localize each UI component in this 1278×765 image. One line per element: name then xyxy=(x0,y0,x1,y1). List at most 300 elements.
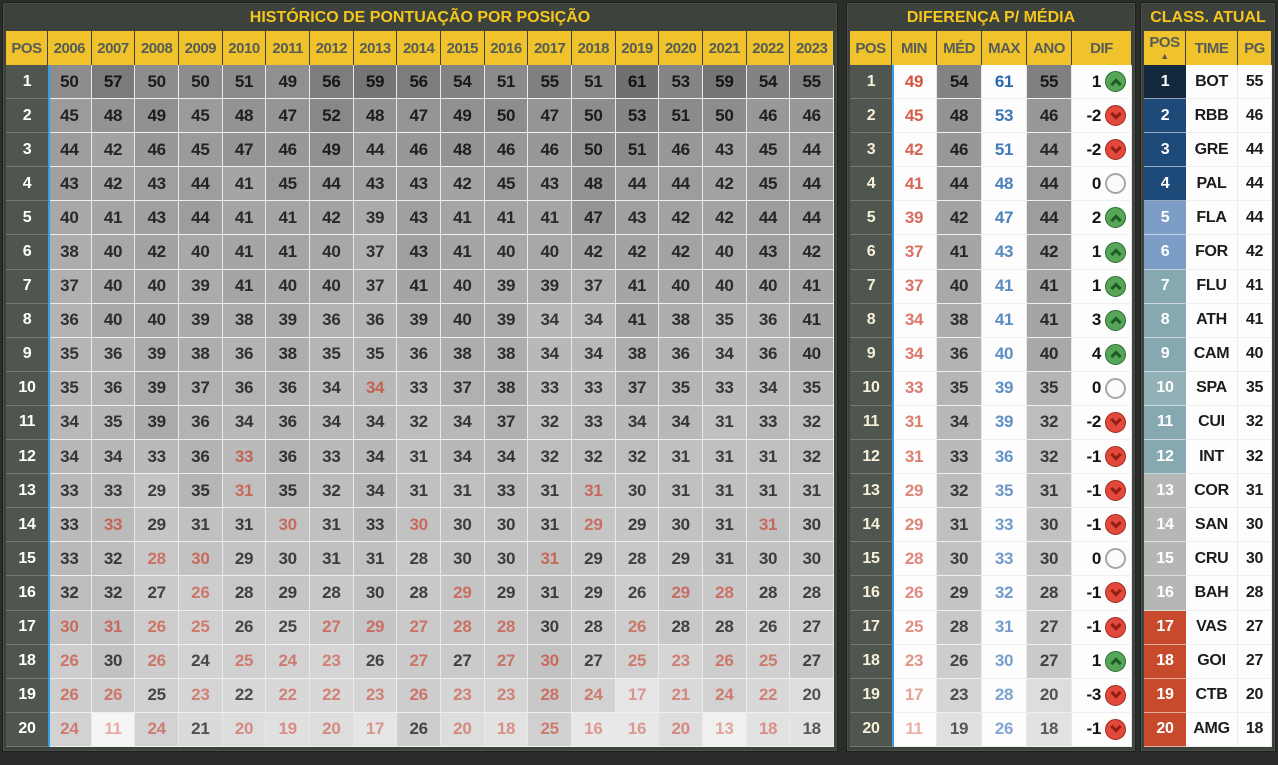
score-cell: 43 xyxy=(397,167,441,201)
score-cell: 37 xyxy=(485,406,529,440)
score-cell: 32 xyxy=(528,406,572,440)
score-cell: 28 xyxy=(572,611,616,645)
med-cell: 26 xyxy=(937,645,982,679)
max-cell: 48 xyxy=(982,167,1027,201)
score-cell: 37 xyxy=(616,372,660,406)
pos-cell: 19 xyxy=(1144,679,1186,713)
score-cell: 41 xyxy=(616,304,660,338)
score-cell: 45 xyxy=(485,167,529,201)
pos-cell: 19 xyxy=(850,679,892,713)
year-header-2019: 2019 xyxy=(616,31,660,65)
pos-cell: 5 xyxy=(850,201,892,235)
trend-down-icon xyxy=(1105,685,1126,706)
score-cell: 16 xyxy=(572,713,616,747)
med-cell: 29 xyxy=(937,576,982,610)
score-cell: 39 xyxy=(397,304,441,338)
score-cell: 26 xyxy=(92,679,136,713)
score-cell: 25 xyxy=(616,645,660,679)
score-cell: 46 xyxy=(747,99,791,133)
score-cell: 44 xyxy=(179,167,223,201)
score-cell: 38 xyxy=(48,235,92,269)
score-cell: 17 xyxy=(354,713,398,747)
pos-cell: 3 xyxy=(1144,133,1186,167)
col-header-min: MIN xyxy=(892,31,937,65)
trend-down-icon xyxy=(1105,412,1126,433)
dif-value: 1 xyxy=(1091,276,1101,296)
score-cell: 28 xyxy=(616,542,660,576)
score-cell: 54 xyxy=(747,65,791,99)
score-cell: 34 xyxy=(616,406,660,440)
score-cell: 29 xyxy=(572,542,616,576)
score-cell: 31 xyxy=(528,508,572,542)
pos-cell: 9 xyxy=(1144,338,1186,372)
trend-up-icon xyxy=(1105,71,1126,92)
dif-cell xyxy=(1072,508,1132,542)
team-cell: GOI xyxy=(1186,645,1238,679)
score-cell: 22 xyxy=(747,679,791,713)
dif-cell xyxy=(1072,542,1132,576)
min-cell: 26 xyxy=(892,576,937,610)
dif-cell xyxy=(1072,406,1132,440)
pos-cell: 3 xyxy=(850,133,892,167)
score-cell: 23 xyxy=(354,679,398,713)
min-cell: 41 xyxy=(892,167,937,201)
sort-header-time[interactable] xyxy=(1186,31,1238,65)
dif-value: -1 xyxy=(1086,617,1101,637)
team-cell: INT xyxy=(1186,440,1238,474)
ano-cell: 20 xyxy=(1027,679,1072,713)
dif-value: 4 xyxy=(1091,344,1101,364)
score-cell: 40 xyxy=(135,304,179,338)
pos-cell: 20 xyxy=(6,713,48,747)
score-cell: 47 xyxy=(528,99,572,133)
pos-cell: 11 xyxy=(6,406,48,440)
dif-cell xyxy=(1072,338,1132,372)
team-cell: SAN xyxy=(1186,508,1238,542)
score-cell: 45 xyxy=(48,99,92,133)
max-cell: 51 xyxy=(982,133,1027,167)
score-cell: 40 xyxy=(703,270,747,304)
score-cell: 28 xyxy=(135,542,179,576)
year-header-2017: 2017 xyxy=(528,31,572,65)
score-cell: 28 xyxy=(703,611,747,645)
score-cell: 39 xyxy=(135,406,179,440)
score-cell: 51 xyxy=(572,65,616,99)
score-cell: 50 xyxy=(572,133,616,167)
dif-cell xyxy=(1072,645,1132,679)
dif-value: 0 xyxy=(1091,548,1101,568)
standings-row xyxy=(1144,338,1272,372)
points-cell: 44 xyxy=(1238,133,1272,167)
score-cell: 43 xyxy=(354,167,398,201)
pos-cell: 6 xyxy=(1144,235,1186,269)
score-cell: 26 xyxy=(747,611,791,645)
score-cell: 24 xyxy=(266,645,310,679)
score-cell: 26 xyxy=(616,611,660,645)
score-cell: 27 xyxy=(310,611,354,645)
diff-table-header xyxy=(850,31,1132,65)
score-cell: 32 xyxy=(790,440,834,474)
score-cell: 17 xyxy=(616,679,660,713)
max-cell: 39 xyxy=(982,372,1027,406)
score-cell: 27 xyxy=(397,611,441,645)
diff-table xyxy=(846,2,1136,752)
score-cell: 34 xyxy=(572,338,616,372)
pos-cell: 18 xyxy=(850,645,892,679)
trend-down-icon xyxy=(1105,617,1126,638)
score-cell: 31 xyxy=(223,508,267,542)
score-cell: 30 xyxy=(48,611,92,645)
pos-cell: 1 xyxy=(1144,65,1186,99)
score-cell: 41 xyxy=(485,201,529,235)
pos-cell: 7 xyxy=(1144,270,1186,304)
min-cell: 31 xyxy=(892,440,937,474)
sort-header-pos[interactable] xyxy=(1144,31,1186,65)
dif-value: -1 xyxy=(1086,480,1101,500)
points-cell: 40 xyxy=(1238,338,1272,372)
score-cell: 43 xyxy=(135,167,179,201)
pos-cell: 4 xyxy=(850,167,892,201)
score-cell: 41 xyxy=(441,201,485,235)
score-cell: 39 xyxy=(485,270,529,304)
max-cell: 32 xyxy=(982,576,1027,610)
team-cell: FLA xyxy=(1186,201,1238,235)
team-cell: CRU xyxy=(1186,542,1238,576)
score-cell: 30 xyxy=(485,508,529,542)
score-cell: 29 xyxy=(485,576,529,610)
score-cell: 11 xyxy=(92,713,136,747)
max-cell: 31 xyxy=(982,611,1027,645)
points-cell: 32 xyxy=(1238,406,1272,440)
score-cell: 25 xyxy=(528,713,572,747)
score-cell: 51 xyxy=(616,133,660,167)
score-cell: 27 xyxy=(790,611,834,645)
freeze-pane-line xyxy=(48,65,50,747)
score-cell: 34 xyxy=(354,440,398,474)
score-cell: 26 xyxy=(397,713,441,747)
min-cell: 49 xyxy=(892,65,937,99)
score-cell: 29 xyxy=(659,542,703,576)
pos-cell: 4 xyxy=(1144,167,1186,201)
score-cell: 37 xyxy=(179,372,223,406)
pos-column-header: POS xyxy=(6,31,48,65)
dif-cell xyxy=(1072,679,1132,713)
team-cell: PAL xyxy=(1186,167,1238,201)
score-cell: 33 xyxy=(223,440,267,474)
score-cell: 13 xyxy=(703,713,747,747)
team-cell: SPA xyxy=(1186,372,1238,406)
score-cell: 34 xyxy=(354,372,398,406)
ano-cell: 31 xyxy=(1027,474,1072,508)
score-cell: 44 xyxy=(790,201,834,235)
score-cell: 22 xyxy=(223,679,267,713)
history-row xyxy=(6,270,834,304)
dif-value: -2 xyxy=(1086,139,1101,159)
score-cell: 21 xyxy=(659,679,703,713)
score-cell: 44 xyxy=(616,167,660,201)
team-cell: BOT xyxy=(1186,65,1238,99)
dif-cell xyxy=(1072,270,1132,304)
ano-cell: 41 xyxy=(1027,304,1072,338)
score-cell: 29 xyxy=(616,508,660,542)
score-cell: 61 xyxy=(616,65,660,99)
year-header-2009: 2009 xyxy=(179,31,223,65)
score-cell: 31 xyxy=(703,474,747,508)
team-cell: CUI xyxy=(1186,406,1238,440)
score-cell: 29 xyxy=(223,542,267,576)
pos-cell: 9 xyxy=(6,338,48,372)
min-cell: 25 xyxy=(892,611,937,645)
pos-cell: 15 xyxy=(1144,542,1186,576)
col-header-max: MAX xyxy=(982,31,1027,65)
score-cell: 44 xyxy=(790,133,834,167)
score-cell: 42 xyxy=(659,235,703,269)
score-cell: 38 xyxy=(223,304,267,338)
score-cell: 40 xyxy=(790,338,834,372)
history-row xyxy=(6,542,834,576)
points-cell: 46 xyxy=(1238,99,1272,133)
pos-cell: 14 xyxy=(6,508,48,542)
score-cell: 30 xyxy=(179,542,223,576)
max-cell: 53 xyxy=(982,99,1027,133)
points-cell: 31 xyxy=(1238,474,1272,508)
pos-cell: 6 xyxy=(6,235,48,269)
pos-cell: 12 xyxy=(6,440,48,474)
med-cell: 46 xyxy=(937,133,982,167)
score-cell: 43 xyxy=(747,235,791,269)
score-cell: 45 xyxy=(266,167,310,201)
dif-cell xyxy=(1072,235,1132,269)
score-cell: 34 xyxy=(354,406,398,440)
standings-row xyxy=(1144,304,1272,338)
points-cell: 20 xyxy=(1238,679,1272,713)
pos-cell: 16 xyxy=(6,576,48,610)
score-cell: 46 xyxy=(485,133,529,167)
score-cell: 29 xyxy=(135,474,179,508)
score-cell: 25 xyxy=(179,611,223,645)
max-cell: 26 xyxy=(982,713,1027,747)
history-row xyxy=(6,99,834,133)
score-cell: 41 xyxy=(223,167,267,201)
score-cell: 42 xyxy=(135,235,179,269)
score-cell: 18 xyxy=(747,713,791,747)
score-cell: 31 xyxy=(747,474,791,508)
score-cell: 23 xyxy=(441,679,485,713)
year-header-2006: 2006 xyxy=(48,31,92,65)
score-cell: 59 xyxy=(703,65,747,99)
year-header-2011: 2011 xyxy=(266,31,310,65)
ano-cell: 40 xyxy=(1027,338,1072,372)
score-cell: 32 xyxy=(790,406,834,440)
score-cell: 37 xyxy=(354,270,398,304)
history-row xyxy=(6,338,834,372)
sort-header-pg[interactable] xyxy=(1238,31,1272,65)
score-cell: 46 xyxy=(397,133,441,167)
score-cell: 49 xyxy=(266,65,310,99)
max-cell: 28 xyxy=(982,679,1027,713)
med-cell: 54 xyxy=(937,65,982,99)
score-cell: 24 xyxy=(572,679,616,713)
score-cell: 18 xyxy=(790,713,834,747)
score-cell: 34 xyxy=(310,372,354,406)
score-cell: 30 xyxy=(747,542,791,576)
score-cell: 50 xyxy=(485,99,529,133)
history-row xyxy=(6,645,834,679)
score-cell: 41 xyxy=(528,201,572,235)
score-cell: 31 xyxy=(659,474,703,508)
score-cell: 33 xyxy=(135,440,179,474)
score-cell: 41 xyxy=(790,270,834,304)
history-row xyxy=(6,235,834,269)
score-cell: 40 xyxy=(310,270,354,304)
score-cell: 40 xyxy=(92,235,136,269)
score-cell: 32 xyxy=(616,440,660,474)
score-cell: 53 xyxy=(659,65,703,99)
score-cell: 46 xyxy=(135,133,179,167)
score-cell: 43 xyxy=(703,133,747,167)
min-cell: 17 xyxy=(892,679,937,713)
score-cell: 33 xyxy=(48,508,92,542)
pos-cell: 14 xyxy=(1144,508,1186,542)
history-row xyxy=(6,201,834,235)
score-cell: 40 xyxy=(485,235,529,269)
score-cell: 40 xyxy=(747,270,791,304)
ano-cell: 42 xyxy=(1027,235,1072,269)
score-cell: 30 xyxy=(441,508,485,542)
score-cell: 26 xyxy=(135,645,179,679)
ano-cell: 44 xyxy=(1027,201,1072,235)
score-cell: 41 xyxy=(266,201,310,235)
score-cell: 59 xyxy=(354,65,398,99)
score-cell: 28 xyxy=(747,576,791,610)
score-cell: 20 xyxy=(310,713,354,747)
min-cell: 29 xyxy=(892,474,937,508)
score-cell: 26 xyxy=(48,679,92,713)
score-cell: 31 xyxy=(223,474,267,508)
score-cell: 42 xyxy=(441,167,485,201)
score-cell: 25 xyxy=(266,611,310,645)
ano-cell: 32 xyxy=(1027,406,1072,440)
dif-value: 1 xyxy=(1091,651,1101,671)
score-cell: 23 xyxy=(485,679,529,713)
standings-row xyxy=(1144,440,1272,474)
pos-cell: 18 xyxy=(1144,645,1186,679)
score-cell: 53 xyxy=(616,99,660,133)
score-cell: 31 xyxy=(703,406,747,440)
history-row xyxy=(6,372,834,406)
score-cell: 37 xyxy=(354,235,398,269)
med-cell: 42 xyxy=(937,201,982,235)
dif-cell xyxy=(1072,65,1132,99)
trend-up-icon xyxy=(1105,651,1126,672)
score-cell: 41 xyxy=(441,235,485,269)
trend-up-icon xyxy=(1105,207,1126,228)
team-cell: COR xyxy=(1186,474,1238,508)
pos-cell: 7 xyxy=(850,270,892,304)
med-cell: 41 xyxy=(937,235,982,269)
dif-cell xyxy=(1072,713,1132,747)
score-cell: 26 xyxy=(223,611,267,645)
score-cell: 33 xyxy=(485,474,529,508)
score-cell: 40 xyxy=(310,235,354,269)
history-row xyxy=(6,679,834,713)
score-cell: 35 xyxy=(266,474,310,508)
score-cell: 36 xyxy=(354,304,398,338)
score-cell: 44 xyxy=(310,167,354,201)
score-cell: 36 xyxy=(747,338,791,372)
score-cell: 25 xyxy=(135,679,179,713)
score-cell: 25 xyxy=(747,645,791,679)
max-cell: 47 xyxy=(982,201,1027,235)
score-cell: 31 xyxy=(790,474,834,508)
score-cell: 37 xyxy=(572,270,616,304)
score-cell: 46 xyxy=(790,99,834,133)
score-cell: 30 xyxy=(528,645,572,679)
score-cell: 55 xyxy=(790,65,834,99)
dif-value: 1 xyxy=(1091,242,1101,262)
year-header-2014: 2014 xyxy=(397,31,441,65)
pos-cell: 16 xyxy=(1144,576,1186,610)
trend-up-icon xyxy=(1105,310,1126,331)
standings-row xyxy=(1144,167,1272,201)
score-cell: 28 xyxy=(397,542,441,576)
trend-down-icon xyxy=(1105,139,1126,160)
score-cell: 32 xyxy=(397,406,441,440)
header-label: TIME xyxy=(1194,39,1229,57)
score-cell: 30 xyxy=(790,542,834,576)
history-row xyxy=(6,713,834,747)
freeze-pane-line xyxy=(892,65,894,747)
trend-down-icon xyxy=(1105,480,1126,501)
points-cell: 32 xyxy=(1238,440,1272,474)
score-cell: 28 xyxy=(441,611,485,645)
score-cell: 48 xyxy=(223,99,267,133)
score-cell: 32 xyxy=(310,474,354,508)
score-cell: 29 xyxy=(354,611,398,645)
diff-table-title: DIFERENÇA P/ MÉDIA xyxy=(906,9,1076,26)
score-cell: 52 xyxy=(310,99,354,133)
score-cell: 28 xyxy=(397,576,441,610)
score-cell: 28 xyxy=(223,576,267,610)
score-cell: 43 xyxy=(397,235,441,269)
score-cell: 50 xyxy=(48,65,92,99)
points-cell: 42 xyxy=(1238,235,1272,269)
score-cell: 33 xyxy=(528,372,572,406)
max-cell: 35 xyxy=(982,474,1027,508)
history-table-title: HISTÓRICO DE PONTUAÇÃO POR POSIÇÃO xyxy=(249,9,591,26)
team-cell: FLU xyxy=(1186,270,1238,304)
score-cell: 51 xyxy=(659,99,703,133)
dif-value: -1 xyxy=(1086,719,1101,739)
standings-table-title: CLASS. ATUAL xyxy=(1150,9,1266,26)
score-cell: 36 xyxy=(92,372,136,406)
score-cell: 28 xyxy=(659,611,703,645)
score-cell: 39 xyxy=(485,304,529,338)
score-cell: 45 xyxy=(179,133,223,167)
dif-cell xyxy=(1072,440,1132,474)
ano-cell: 30 xyxy=(1027,542,1072,576)
med-cell: 23 xyxy=(937,679,982,713)
score-cell: 45 xyxy=(747,133,791,167)
score-cell: 36 xyxy=(397,338,441,372)
score-cell: 31 xyxy=(179,508,223,542)
pos-cell: 8 xyxy=(850,304,892,338)
score-cell: 41 xyxy=(616,270,660,304)
med-cell: 28 xyxy=(937,611,982,645)
points-cell: 18 xyxy=(1238,713,1272,747)
ano-cell: 44 xyxy=(1027,167,1072,201)
score-cell: 24 xyxy=(135,713,179,747)
